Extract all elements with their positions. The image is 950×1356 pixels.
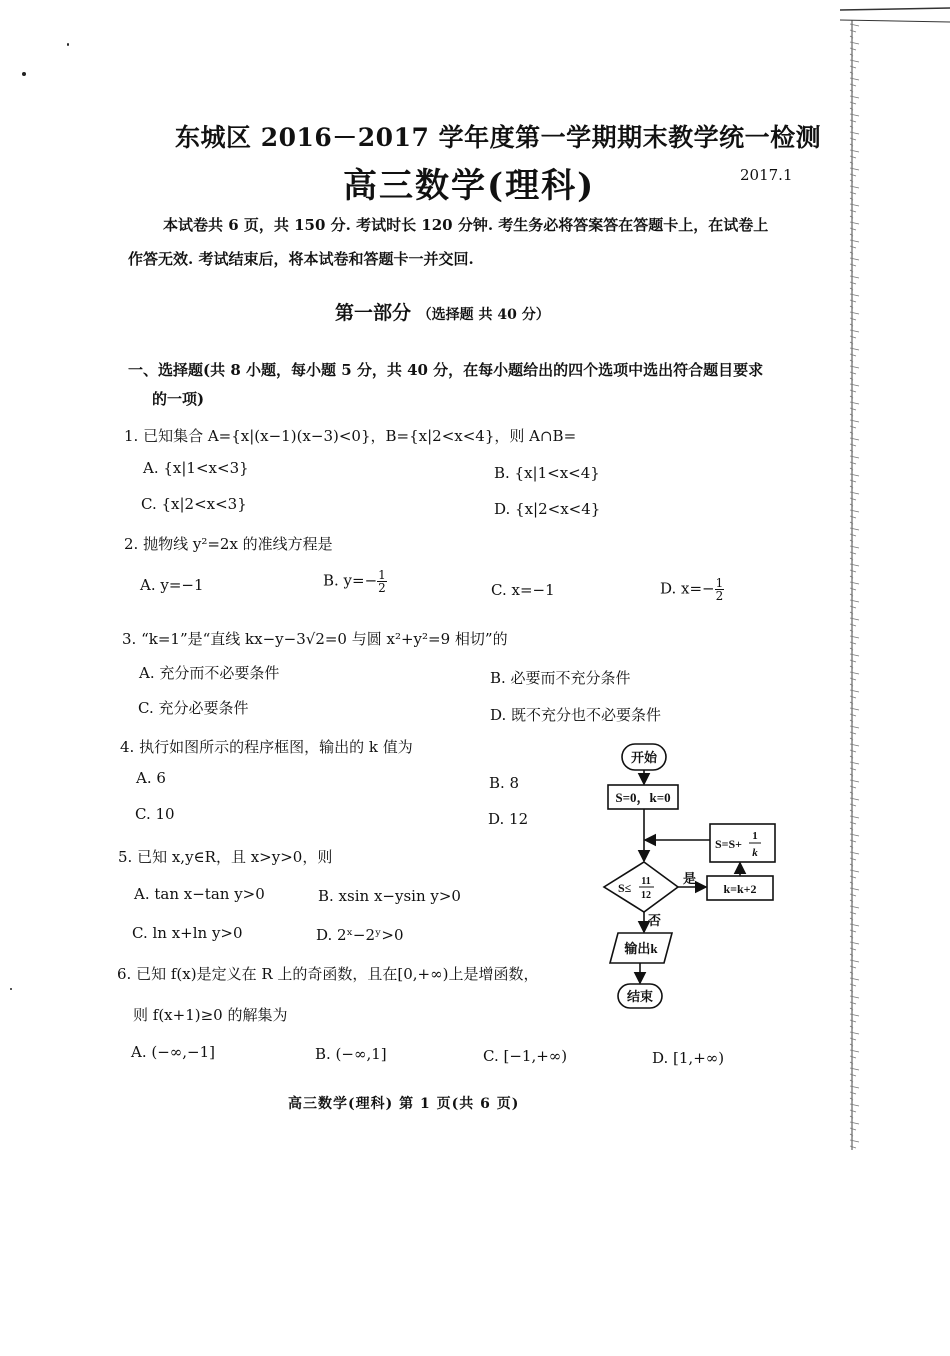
scan-noise-mark xyxy=(850,546,859,548)
flowchart-init-label: S=0，k=0 xyxy=(615,790,671,805)
scan-noise-mark xyxy=(850,582,859,584)
scan-speck xyxy=(67,43,69,46)
scan-noise-mark xyxy=(850,138,856,140)
flowchart-start-label: 开始 xyxy=(630,750,658,765)
question-1-option-a: A. {x|1<x<3} xyxy=(143,459,249,477)
scan-noise-mark xyxy=(850,528,859,530)
scan-noise-mark xyxy=(850,966,856,968)
scan-noise-mark xyxy=(850,336,856,338)
fraction-denominator: 2 xyxy=(378,581,386,595)
scan-noise-mark xyxy=(850,48,856,50)
scan-noise-mark xyxy=(850,1002,856,1004)
scan-noise-mark xyxy=(850,498,856,500)
scan-noise-mark xyxy=(850,624,856,626)
question-3-option-d: D. 既不充分也不必要条件 xyxy=(490,706,662,724)
section-title: 第一部分 xyxy=(335,302,412,324)
scan-noise-mark xyxy=(850,912,856,914)
flowchart-update-s-label: S=S+ xyxy=(715,837,743,851)
scan-noise-mark xyxy=(850,372,856,374)
scan-noise-mark xyxy=(850,1104,859,1106)
scan-noise-mark xyxy=(850,456,859,458)
scan-noise-mark xyxy=(850,282,856,284)
scan-noise-mark xyxy=(850,762,859,764)
scan-noise-mark xyxy=(850,354,856,356)
exam-date: 2017.1 xyxy=(740,166,793,184)
question-2-option-d xyxy=(660,577,724,602)
scan-noise-mark xyxy=(850,24,859,26)
scan-noise-mark xyxy=(850,1074,856,1076)
scan-noise-mark xyxy=(850,390,856,392)
scan-noise-mark xyxy=(850,888,859,890)
flowchart-end-label: 结束 xyxy=(626,989,654,1004)
fraction xyxy=(377,569,387,594)
scan-noise-mark xyxy=(850,276,859,278)
scan-noise-mark xyxy=(850,984,856,986)
scan-noise-mark xyxy=(850,1122,859,1124)
question-5-option-a: A. tan x−tan y>0 xyxy=(134,885,265,903)
scan-noise-mark xyxy=(850,204,859,206)
scan-noise-mark xyxy=(850,492,859,494)
question-4-stem: 4. 执行如图所示的程序框图，输出的 k 值为 xyxy=(120,738,413,756)
scan-noise-mark xyxy=(850,726,859,728)
scan-noise-mark xyxy=(850,858,856,860)
scan-speck xyxy=(22,72,26,76)
scan-noise-mark xyxy=(850,1050,859,1052)
scan-noise-mark xyxy=(850,672,859,674)
flowchart-update-k-label: k=k+2 xyxy=(723,882,757,896)
scan-noise-mark xyxy=(850,960,859,962)
scan-noise-mark xyxy=(850,78,859,80)
scan-noise-mark xyxy=(850,462,856,464)
scan-noise-mark xyxy=(850,300,856,302)
scan-noise-mark xyxy=(850,942,859,944)
question-1-stem: 1. 已知集合 A={x|(x−1)(x−3)<0}，B={x|2<x<4}，则 A∩B= xyxy=(124,427,577,445)
scan-noise-mark xyxy=(850,318,856,320)
scan-noise-mark xyxy=(850,906,859,908)
scan-noise-mark xyxy=(850,816,859,818)
scan-noise-mark xyxy=(850,42,859,44)
question-2-option-b xyxy=(323,569,387,594)
scan-noise-mark xyxy=(850,564,859,566)
scan-noise-mark xyxy=(850,1128,856,1130)
scan-noise-mark xyxy=(850,132,859,134)
scan-noise-mark xyxy=(850,1056,856,1058)
scan-noise-mark xyxy=(850,30,856,32)
question-4-option-a: A. 6 xyxy=(136,769,166,787)
scan-noise-mark xyxy=(850,822,856,824)
scan-noise-mark xyxy=(850,924,859,926)
scan-noise-mark xyxy=(850,948,856,950)
flowchart-output-label: 输出k xyxy=(624,941,658,956)
scan-noise-mark xyxy=(850,618,859,620)
scan-noise-mark xyxy=(850,150,859,152)
scan-noise-mark xyxy=(850,264,856,266)
exam-title: 东城区 2016－2017 学年度第一学期期末教学统一检测 xyxy=(175,123,822,152)
scan-noise-mark xyxy=(850,174,856,176)
question-1-option-c: C. {x|2<x<3} xyxy=(141,495,247,513)
flowchart-update-s-denominator: k xyxy=(752,847,758,859)
section-heading xyxy=(335,298,550,325)
scan-noise-mark xyxy=(850,876,856,878)
scan-noise-mark xyxy=(850,408,856,410)
scan-noise-mark xyxy=(850,330,859,332)
scan-noise-mark xyxy=(850,66,856,68)
scan-noise-mark xyxy=(850,570,856,572)
question-3-stem: 3. “k=1”是“直线 kx−y−3√2=0 与圆 x²+y²=9 相切”的 xyxy=(122,630,508,648)
part-one-heading: 一、选择题(共 8 小题，每小题 5 分，共 40 分，在每小题给出的四个选项中选出符合题目要求 xyxy=(128,361,764,379)
scan-noise-mark xyxy=(850,312,859,314)
scan-noise-mark xyxy=(850,660,856,662)
scan-binding-edge xyxy=(840,0,950,1356)
scan-noise-mark xyxy=(850,690,859,692)
scan-noise-mark xyxy=(850,552,856,554)
program-flowchart xyxy=(598,736,788,1026)
scan-noise-mark xyxy=(850,804,856,806)
scan-noise-mark xyxy=(850,228,856,230)
question-5-option-b: B. xsin x−ysin y>0 xyxy=(318,887,461,905)
scan-noise-mark xyxy=(850,192,856,194)
scan-noise-mark xyxy=(850,840,856,842)
scan-noise-mark xyxy=(850,294,859,296)
question-4-option-d: D. 12 xyxy=(488,810,529,828)
scan-noise-mark xyxy=(850,168,859,170)
scan-noise-mark xyxy=(850,678,856,680)
scan-noise-mark xyxy=(850,186,859,188)
scan-noise-mark xyxy=(850,642,856,644)
scan-noise-mark xyxy=(850,780,859,782)
question-6-option-d: D. [1,+∞) xyxy=(652,1049,725,1067)
question-6-option-b: B. (−∞,1] xyxy=(315,1045,387,1063)
scan-noise-mark xyxy=(850,870,859,872)
flowchart-yes-label: 是 xyxy=(683,871,697,886)
scan-noise-mark xyxy=(850,606,856,608)
scan-noise-mark xyxy=(850,480,856,482)
scan-noise-mark xyxy=(850,696,856,698)
scan-noise-mark xyxy=(850,348,859,350)
scan-noise-mark xyxy=(850,120,856,122)
scan-noise-mark xyxy=(850,1146,856,1148)
question-6-stem-cont: 则 f(x+1)≥0 的解集为 xyxy=(133,1006,288,1024)
scan-noise-mark xyxy=(850,786,856,788)
scan-noise-mark xyxy=(850,1038,856,1040)
scan-noise-mark xyxy=(850,510,859,512)
scan-noise-mark xyxy=(850,114,859,116)
flowchart-condition-label: S≤ xyxy=(618,881,632,895)
scan-noise-mark xyxy=(850,1014,859,1016)
question-2-option-d-text: D. x=− xyxy=(660,579,715,598)
scan-noise-mark xyxy=(850,222,859,224)
scan-noise-mark xyxy=(850,1110,856,1112)
scan-noise-mark xyxy=(850,588,856,590)
fraction-denominator: 2 xyxy=(715,589,724,603)
fraction-numerator: 1 xyxy=(715,576,724,590)
scan-noise-mark xyxy=(850,1068,859,1070)
instructions-line-1: 本试卷共 6 页，共 150 分. 考试时长 120 分钟. 考生务必将答案答在答题卡上，在试卷上 xyxy=(163,216,769,234)
scan-noise-mark xyxy=(850,366,859,368)
question-3-option-c: C. 充分必要条件 xyxy=(138,699,249,717)
scan-noise-mark xyxy=(850,930,856,932)
scan-noise-mark xyxy=(850,102,856,104)
scan-noise-mark xyxy=(850,60,859,62)
question-1-option-b: B. {x|1<x<4} xyxy=(494,464,600,482)
scan-noise-mark xyxy=(850,258,859,260)
question-4-option-c: C. 10 xyxy=(135,805,175,823)
scan-noise-mark xyxy=(850,1020,856,1022)
question-5-option-c: C. ln x+ln y>0 xyxy=(132,924,243,942)
scan-noise-mark xyxy=(850,384,859,386)
scan-noise-mark xyxy=(850,750,856,752)
question-2-option-c: C. x=−1 xyxy=(491,581,555,599)
flowchart-condition-denominator: 12 xyxy=(641,890,651,901)
question-1-option-d: D. {x|2<x<4} xyxy=(494,500,601,518)
scan-noise-mark xyxy=(850,246,856,248)
question-6-option-c: C. [−1,+∞) xyxy=(483,1047,568,1065)
scan-noise-mark xyxy=(850,714,856,716)
scan-noise-mark xyxy=(850,516,856,518)
scan-noise-mark xyxy=(850,438,859,440)
question-6-option-a: A. (−∞,−1] xyxy=(131,1043,216,1061)
scan-noise-mark xyxy=(850,402,859,404)
question-4-option-b: B. 8 xyxy=(489,774,520,792)
scan-noise-mark xyxy=(850,210,856,212)
question-3-option-b: B. 必要而不充分条件 xyxy=(490,669,631,687)
scan-noise-mark xyxy=(850,1140,859,1142)
question-3-option-a: A. 充分而不必要条件 xyxy=(139,664,280,682)
instructions-line-2: 作答无效. 考试结束后，将本试卷和答题卡一并交回. xyxy=(128,250,474,268)
scan-noise-mark xyxy=(850,156,856,158)
scan-noise-mark xyxy=(850,534,856,536)
flowchart-condition-numerator: 11 xyxy=(641,876,651,887)
scan-noise-mark xyxy=(850,894,856,896)
question-5-option-d: D. 2ˣ−2ʸ>0 xyxy=(316,926,404,944)
scan-noise-mark xyxy=(850,798,859,800)
question-2-stem: 2. 抛物线 y²=2x 的准线方程是 xyxy=(124,535,333,553)
scan-noise-mark xyxy=(850,732,856,734)
scan-noise-mark xyxy=(850,1032,859,1034)
scan-noise-mark xyxy=(850,636,859,638)
part-one-heading-cont: 的一项) xyxy=(152,390,205,408)
scan-noise-mark xyxy=(850,240,859,242)
scan-noise-mark xyxy=(850,444,856,446)
scan-noise-mark xyxy=(850,708,859,710)
scan-noise-mark xyxy=(850,474,859,476)
flowchart-update-s-numerator: 1 xyxy=(752,830,758,842)
question-2-option-a: A. y=−1 xyxy=(140,576,204,594)
section-note: （选择题 共 40 分） xyxy=(417,307,550,323)
scan-noise-mark xyxy=(850,84,856,86)
question-6-stem: 6. 已知 f(x)是定义在 R 上的奇函数，且在[0,+∞)上是增函数， xyxy=(117,965,539,983)
fraction-numerator: 1 xyxy=(378,568,386,582)
scan-noise-mark xyxy=(850,654,859,656)
scan-noise-mark xyxy=(850,1086,859,1088)
scan-noise-mark xyxy=(850,420,859,422)
question-5-stem: 5. 已知 x,y∈R，且 x>y>0，则 xyxy=(118,848,333,866)
scan-noise-mark xyxy=(850,996,859,998)
page-footer: 高三数学(理科) 第 1 页(共 6 页) xyxy=(288,1096,520,1112)
scan-noise-mark xyxy=(850,978,859,980)
scan-noise-mark xyxy=(850,852,859,854)
question-2-option-b-text: B. y=− xyxy=(323,571,378,590)
scan-noise-mark xyxy=(850,1092,856,1094)
scan-noise-mark xyxy=(850,744,859,746)
scan-speck xyxy=(10,988,12,990)
scan-noise-mark xyxy=(850,768,856,770)
scan-noise-mark xyxy=(850,834,859,836)
fraction xyxy=(715,577,725,602)
flowchart-no-label: 否 xyxy=(648,913,662,928)
scan-noise-mark xyxy=(850,426,856,428)
exam-subtitle: 高三数学(理科) xyxy=(343,166,596,206)
scan-noise-mark xyxy=(850,600,859,602)
scan-noise-mark xyxy=(850,96,859,98)
